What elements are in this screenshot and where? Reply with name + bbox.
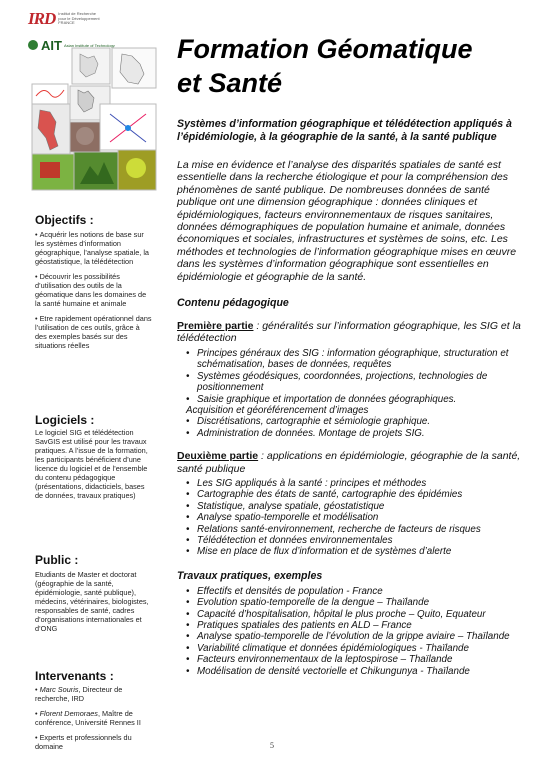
part1-heading: Première partie : généralités sur l’information géographique, les SIG et la télédétection xyxy=(177,320,521,345)
list-item: • Statistique, analyse spatiale, géostatistique xyxy=(186,501,529,512)
part1-list-2 xyxy=(177,416,529,439)
intervenants-section xyxy=(35,669,153,751)
logiciels-section xyxy=(35,413,153,500)
page-title: Formation Géomatique et Santé xyxy=(177,34,473,98)
list-item: • Relations santé-environnement, recherche de facteurs de risques xyxy=(186,524,529,535)
contenu-heading: Contenu pédagogique xyxy=(177,297,289,310)
list-item: • Capacité d’hospitalisation, hôpital le plus proche – Quito, Equateur xyxy=(186,609,529,620)
list-item: • Les SIG appliqués à la santé : principes et méthodes xyxy=(186,478,529,489)
part2-list xyxy=(177,478,529,558)
list-item: • Systèmes géodésiques, coordonnées, projections, technologies de positionnement xyxy=(186,371,529,394)
list-item: • Pratiques spatiales des patients en ALD – France xyxy=(186,620,529,631)
list-item: • Saisie graphique et importation de données géographiques. xyxy=(186,394,529,405)
list-item: • Variabilité climatique et données épidémiologiques - Thaïlande xyxy=(186,643,529,654)
intervenant-item: • Florent Demoraes, Maître de conférence, Université Rennes II xyxy=(35,709,153,727)
public-section xyxy=(35,553,153,633)
ird-logo xyxy=(28,8,162,30)
intervenant-item: • Experts et professionnels du domaine xyxy=(35,733,153,751)
list-item: • Télédétection et données environnementales xyxy=(186,535,529,546)
part2-heading: Deuxième partie : applications en épidémiologie, géographie de la santé, santé publique xyxy=(177,450,521,475)
ait-logo-text: Asian Institute of Technology xyxy=(63,42,115,48)
list-item: • Administration de données. Montage de projets SIG. xyxy=(186,428,529,439)
list-item: • Mise en place de flux d’information et de systèmes d’alerte xyxy=(186,546,529,557)
list-item: • Principes généraux des SIG : information géographique, structuration et schématisation, bases de données, requêtes xyxy=(186,348,529,371)
list-item: • Effectifs et densités de population - France xyxy=(186,586,529,597)
list-item: • Cartographie des états de santé, cartographie des épidémies xyxy=(186,489,529,500)
intervenants-heading: Intervenants : xyxy=(35,669,114,683)
tp-list xyxy=(177,586,529,677)
list-item: • Evolution spatio-temporelle de la dengue – Thaïlande xyxy=(186,597,529,608)
list-item: • Analyse spatio-temporelle de l’évolution de la grippe aviaire – Thaïlande xyxy=(186,631,529,642)
list-item: • Modélisation de densité vectorielle et Chikungunya - Thaïlande xyxy=(186,666,529,677)
subtitle: Systèmes d’information géographique et télédétection appliqués à l’épidémiologie, à la géographie de la santé, à la santé publique xyxy=(177,118,512,143)
public-text: Etudiants de Master et doctorat (géographie de la santé, épidémiologie, santé publique), médecins, vétérinaires, biologistes, responsables de santé, cadres d’organisations internationales et d’ONG xyxy=(35,570,149,633)
objectifs-heading: Objectifs : xyxy=(35,213,94,227)
tp-heading: Travaux pratiques, exemples xyxy=(177,569,323,582)
ird-logo-mark: IRD xyxy=(28,9,56,28)
logiciels-text: Le logiciel SIG et télédétection SavGIS est utilisé pour les travaux pratiques. A l’issue de la formation, les participants bénéficient d’une licence du logiciel et de l’ensemble du contenu pédagogique (présentations, didacticiels, bases de données, travaux pratiques) xyxy=(35,428,148,500)
objectif-item: • Acquérir les notions de base sur les systèmes d’information géographique, l’analyse spatiale, la géostatistique, la télédétection xyxy=(35,230,153,266)
main-column xyxy=(177,32,529,677)
intervenant-item: • Marc Souris, Directeur de recherche, IRD xyxy=(35,685,153,703)
ird-logo-text: Institut de Recherche pour le Développement FRANCE xyxy=(58,11,100,26)
list-item: • Facteurs environnementaux de la leptospirose – Thaïlande xyxy=(186,654,529,665)
objectif-item: • Etre rapidement opérationnel dans l’utilisation de ces outils, grâce à des exemples basés sur des situations réelles xyxy=(35,314,153,350)
objectif-item: • Découvrir les possibilités d’utilisation des outils de la géomatique dans les domaines de la santé humaine et animale xyxy=(35,272,153,308)
list-item: • Analyse spatio-temporelle et modélisation xyxy=(186,512,529,523)
ait-logo-mark: AIT xyxy=(41,37,62,53)
list-item: • Discrétisations, cartographie et sémiologie graphique. xyxy=(186,416,529,427)
page-number: 5 xyxy=(270,741,274,750)
sidebar xyxy=(28,8,162,54)
part1-list xyxy=(177,348,529,405)
logiciels-heading: Logiciels : xyxy=(35,413,95,427)
map-photo-collage xyxy=(30,44,158,192)
public-heading: Public : xyxy=(35,553,79,567)
intro-paragraph: La mise en évidence et l’analyse des disparités spatiales de santé est essentielle dans la recherche étiologique et pour la compréhension des phénomènes de santé publique. De nombreuses données de santé publique ont une dimension géographique : données cliniques et épidémiologiques, facteurs environnementaux de risques sanitaires, données démographiques de population humaine et animale, données économiques et sociales, infrastructures et systèmes de soins, etc. Les méthodes et technologies de l’information géographique mises en œuvre dans les systèmes d’information géographique sont essentielles en épidémiologie et géographie de la santé. xyxy=(177,159,517,283)
objectifs-section xyxy=(35,213,153,350)
part1-tail: Acquisition et géoréférencement d’images xyxy=(186,404,369,416)
